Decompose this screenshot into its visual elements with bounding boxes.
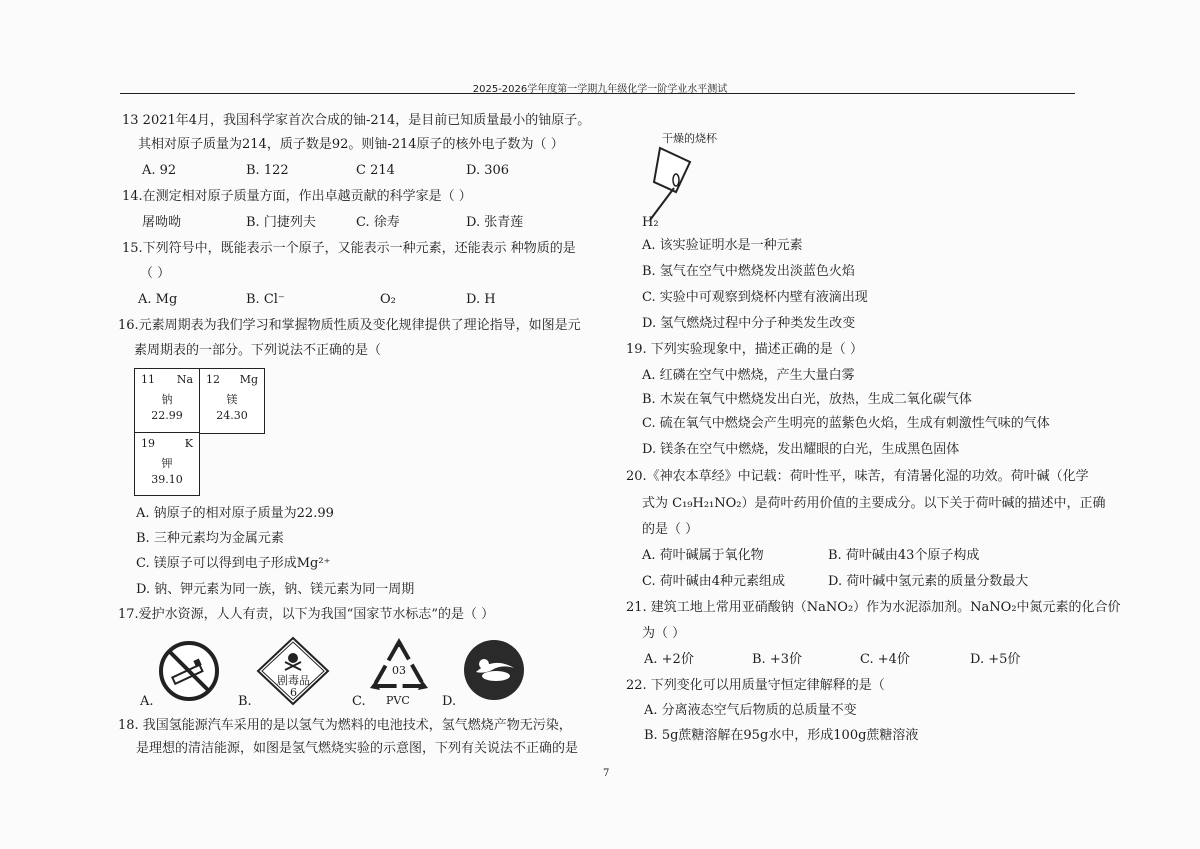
- q17-option-c: C.: [352, 694, 366, 709]
- q15-stem-line1: 15.下列符号中，既能表示一个原子，又能表示一种元素，还能表示 种物质的是: [122, 241, 576, 256]
- q13-option-b: B. 122: [246, 163, 289, 178]
- q16-option-c: C. 镁原子可以得到电子形成Mg²⁺: [136, 556, 331, 571]
- q20-stem-line2: 式为 C₁₉H₂₁NO₂）是荷叶药用价值的主要成分。以下关于荷叶碱的描述中，正确: [642, 496, 1106, 511]
- q14-option-b: B. 门捷列夫: [246, 215, 316, 230]
- q19-stem: 19. 下列实验现象中，描述正确的是（ ）: [626, 342, 863, 357]
- cell-symbol: Mg: [239, 373, 258, 386]
- periodic-cell-mg: [199, 368, 265, 434]
- cell-symbol: Na: [176, 373, 193, 386]
- q21-option-a: A. +2价: [644, 652, 694, 667]
- q17-option-a: A.: [140, 694, 154, 709]
- q22-option-b: B. 5g蔗糖溶解在95g水中，形成100g蔗糖溶液: [644, 728, 919, 743]
- water-saving-logo-icon: [462, 638, 526, 702]
- q15-stem-line2: （ ）: [140, 266, 171, 281]
- q14-option-c: C. 徐寿: [356, 215, 400, 230]
- q20-option-a: A. 荷叶碱属于氧化物: [642, 548, 764, 563]
- q16-option-a: A. 钠原子的相对原子质量为22.99: [136, 506, 334, 521]
- q20-stem-line1: 20.《神农本草经》中记载：荷叶性平，味苦，有清暑化湿的功效。荷叶碱（化学: [626, 469, 1089, 484]
- q21-stem-line1: 21. 建筑工地上常用亚硝酸钠（NaNO₂）作为水泥添加剂。NaNO₂中氮元素的化合价: [626, 600, 1121, 615]
- toxic-sign-label: 剧毒品: [277, 674, 310, 687]
- q20-option-b: B. 荷叶碱由43个原子构成: [828, 548, 980, 563]
- q18-option-d: D. 氢气燃烧过程中分子种类发生改变: [642, 316, 856, 331]
- q19-option-d: D. 镁条在空气中燃烧，发出耀眼的白光，生成黑色固体: [642, 442, 960, 457]
- q17-option-b: B.: [238, 694, 252, 709]
- q16-option-b: B. 三种元素均为金属元素: [136, 531, 284, 546]
- cell-number: 12: [206, 373, 220, 386]
- recycle-material: PVC: [386, 694, 410, 707]
- q21-stem-line2: 为（ ）: [642, 626, 686, 641]
- figure-label-dry-beaker: 干燥的烧杯: [662, 132, 717, 145]
- q22-option-a: A. 分离液态空气后物质的总质量不变: [644, 703, 857, 718]
- q18-option-c: C. 实验中可观察到烧杯内壁有液滴出现: [642, 290, 868, 305]
- q16-option-d: D. 钠、钾元素为同一族，钠、镁元素为同一周期: [136, 582, 415, 597]
- q16-stem-line1: 16.元素周期表为我们学习和掌握物质性质及变化规律提供了理论指导，如图是元: [118, 318, 581, 333]
- q13-option-c: C 214: [356, 163, 395, 178]
- q13-option-a: A. 92: [142, 163, 177, 178]
- q13-stem-line1: 13 2021年4月，我国科学家首次合成的铀-214，是目前已知质量最小的铀原子。: [122, 113, 591, 128]
- q14-option-a: 屠呦呦: [142, 215, 182, 230]
- hydrogen-burning-apparatus-icon: [640, 144, 710, 224]
- q15-option-b: B. Cl⁻: [246, 292, 285, 307]
- q20-option-c: C. 荷叶碱由4种元素组成: [642, 574, 786, 589]
- q19-option-a: A. 红磷在空气中燃烧，产生大量白雾: [642, 368, 855, 383]
- q17-stem: 17.爱护水资源，人人有责，以下为我国“国家节水标志”的是（ ）: [118, 607, 495, 622]
- cell-mass: 39.10: [151, 473, 183, 486]
- q22-stem: 22. 下列变化可以用质量守恒定律解释的是（: [626, 678, 885, 693]
- toxic-sign-number: 6: [290, 686, 297, 699]
- q18-stem-line2: 是理想的清洁能源，如图是氢气燃烧实验的示意图，下列有关说法不正确的是: [136, 741, 579, 756]
- q21-option-b: B. +3价: [752, 652, 802, 667]
- cell-symbol: K: [184, 437, 193, 450]
- q14-option-d: D. 张青莲: [466, 215, 524, 230]
- q13-stem-line2: 其相对原子质量为214，质子数是92。则铀-214原子的核外电子数为（ ）: [138, 137, 564, 152]
- header-divider: [120, 93, 1075, 94]
- q15-option-a: A. Mg: [138, 292, 178, 307]
- q13-option-d: D. 306: [466, 163, 510, 178]
- q15-option-c: O₂: [380, 292, 396, 307]
- q21-option-d: D. +5价: [970, 652, 1021, 667]
- q19-option-b: B. 木炭在氧气中燃烧发出白光，放热，生成二氧化碳气体: [642, 392, 972, 407]
- q15-option-d: D. H: [466, 292, 496, 307]
- periodic-cell-na: [134, 368, 200, 434]
- no-smoking-sign-icon: [158, 640, 220, 702]
- q18-option-b: B. 氢气在空气中燃烧发出淡蓝色火焰: [642, 264, 855, 279]
- q18-stem-line1: 18. 我国氢能源汽车采用的是以氢气为燃料的电池技术，氢气燃烧产物无污染，: [118, 718, 572, 733]
- cell-mass: 24.30: [216, 409, 248, 422]
- q16-stem-line2: 素周期表的一部分。下列说法不正确的是（: [134, 343, 382, 358]
- page-number: 7: [603, 768, 610, 779]
- q17-option-d: D.: [442, 694, 457, 709]
- q14-stem: 14.在测定相对原子质量方面，作出卓越贡献的科学家是（ ）: [122, 189, 472, 204]
- recycle-code: 03: [392, 664, 406, 677]
- cell-name: 钠: [161, 393, 173, 406]
- cell-name: 镁: [226, 393, 238, 406]
- cell-number: 11: [141, 373, 155, 386]
- periodic-cell-k: [134, 432, 200, 496]
- q20-stem-line3: 的是（ ）: [642, 522, 699, 537]
- cell-name: 钾: [161, 457, 173, 470]
- cell-number: 19: [141, 437, 155, 450]
- q20-option-d: D. 荷叶碱中氢元素的质量分数最大: [828, 574, 1029, 589]
- q21-option-c: C. +4价: [860, 652, 910, 667]
- q18-option-a: A. 该实验证明水是一种元素: [642, 238, 803, 253]
- cell-mass: 22.99: [151, 409, 183, 422]
- header-title: 2025-2026学年度第一学期九年级化学一阶学业水平测试: [472, 84, 728, 95]
- q19-option-c: C. 硫在氧气中燃烧会产生明亮的蓝紫色火焰，生成有刺激性气味的气体: [642, 416, 1050, 431]
- figure-gas-label: H₂: [642, 215, 659, 230]
